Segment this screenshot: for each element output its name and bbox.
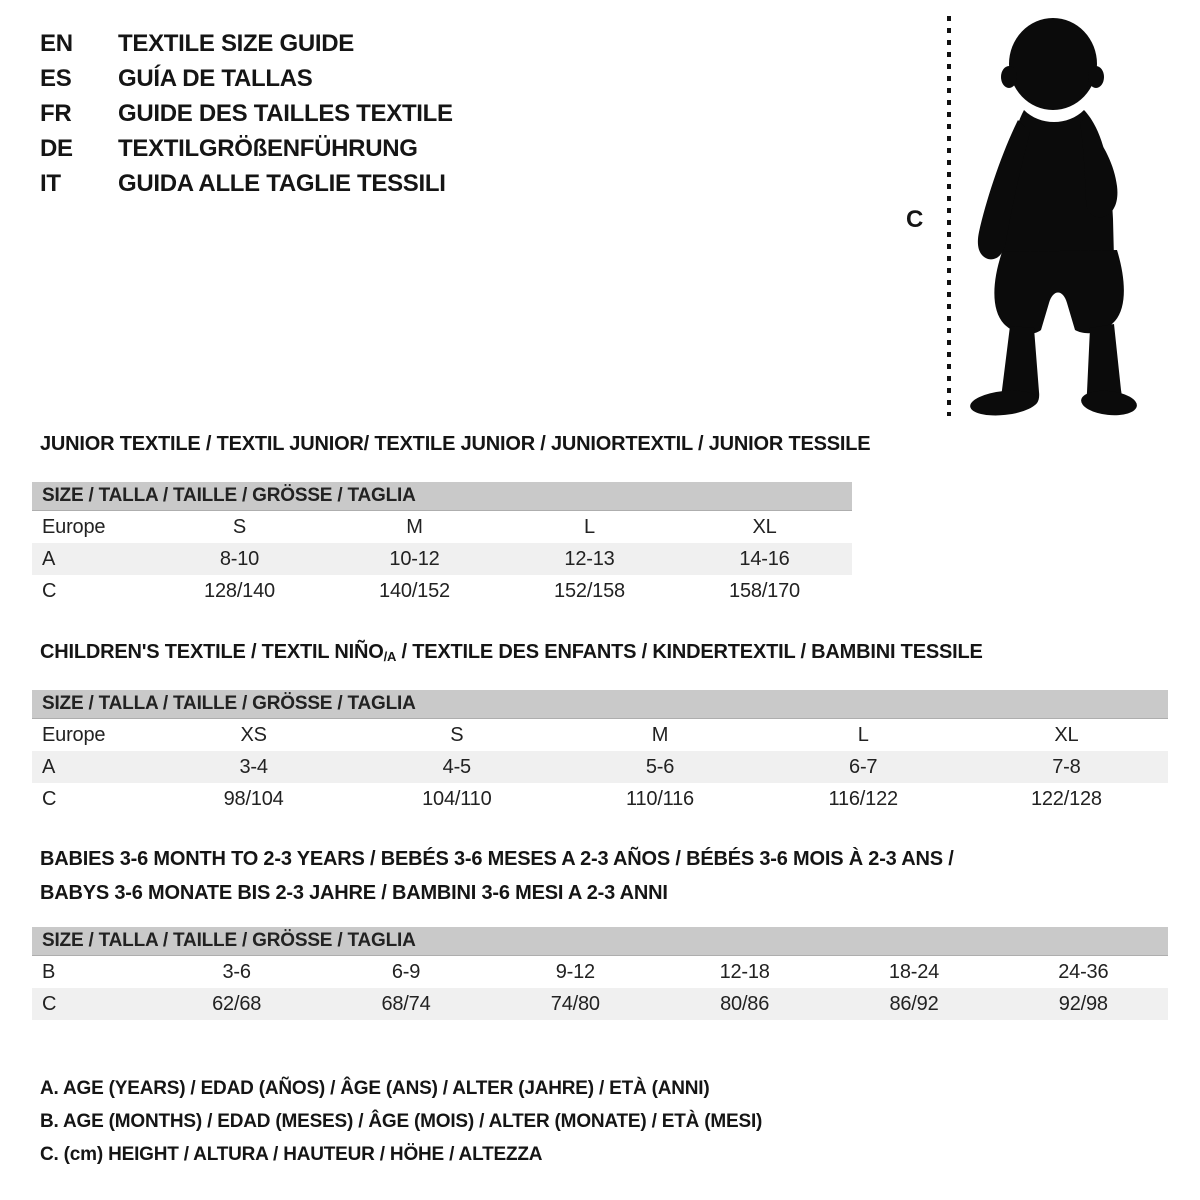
table-cell: 140/152 xyxy=(379,580,450,602)
table-cell: 92/98 xyxy=(1058,993,1108,1015)
table-cell: 104/110 xyxy=(422,788,492,810)
table-row-europe xyxy=(32,719,1168,751)
table-cell: 152/158 xyxy=(554,580,625,602)
row-label: C xyxy=(42,788,57,810)
table-cell: 10-12 xyxy=(389,548,440,570)
table-cell: 5-6 xyxy=(645,756,675,778)
language-title: GUIDE DES TAILLES TEXTILE xyxy=(118,100,453,127)
table-cell: S xyxy=(450,724,464,746)
title-subscript: /A xyxy=(383,649,397,664)
title-line: BABIES 3-6 MONTH TO 2-3 YEARS / BEBÉS 3-6 MESES A 2-3 AÑOS / BÉBÉS 3-6 MOIS À 2-3 ANS / xyxy=(40,848,954,870)
table-cell: 18-24 xyxy=(888,961,940,983)
table-row-height xyxy=(32,988,1168,1020)
table-cell: 6-9 xyxy=(391,961,421,983)
table-cell: L xyxy=(857,724,869,746)
height-measure-label: C xyxy=(906,206,924,233)
language-code: IT xyxy=(40,170,61,197)
table-cell: 110/116 xyxy=(626,788,694,810)
table-cell: M xyxy=(651,724,669,746)
table-cell: 122/128 xyxy=(1030,788,1102,810)
table-cell: 12-18 xyxy=(719,961,770,983)
junior-size-table xyxy=(32,482,852,607)
table-cell: 158/170 xyxy=(729,580,800,602)
language-code: ES xyxy=(40,65,72,92)
table-cell: S xyxy=(232,516,247,538)
size-header-bar: SIZE / TALLA / TAILLE / GRÖSSE / TAGLIA xyxy=(32,482,852,511)
title-line: BABYS 3-6 MONATE BIS 2-3 JAHRE / BAMBINI 3-6 MESI A 2-3 ANNI xyxy=(40,882,668,904)
children-size-table xyxy=(32,690,1168,815)
table-row-height xyxy=(32,575,852,607)
title-text: / TEXTILE DES ENFANTS / KINDERTEXTIL / BAMBINI TESSILE xyxy=(396,641,983,663)
table-cell: 98/104 xyxy=(223,788,284,810)
language-title: GUIDA ALLE TAGLIE TESSILI xyxy=(118,170,446,197)
language-row xyxy=(40,61,453,96)
table-cell: 3-4 xyxy=(239,756,268,778)
language-row xyxy=(40,26,453,61)
table-row-age xyxy=(32,751,1168,783)
language-title: GUÍA DE TALLAS xyxy=(118,65,313,92)
table-cell: 8-10 xyxy=(219,548,260,570)
row-label: C xyxy=(42,580,57,602)
language-code: FR xyxy=(40,100,72,127)
section-title-children xyxy=(40,641,983,664)
section-title-junior: JUNIOR TEXTILE / TEXTIL JUNIOR/ TEXTILE JUNIOR / JUNIORTEXTIL / JUNIOR TESSILE xyxy=(40,433,871,455)
babies-size-table xyxy=(32,927,1168,1020)
language-title: TEXTILE SIZE GUIDE xyxy=(118,30,354,57)
table-cell: XL xyxy=(752,516,777,538)
language-title: TEXTILGRÖßENFÜHRUNG xyxy=(118,135,418,162)
table-cell: M xyxy=(406,516,423,538)
row-label: B xyxy=(42,961,56,983)
table-row-height xyxy=(32,783,1168,815)
table-row-age xyxy=(32,543,852,575)
measurement-legend xyxy=(40,1072,762,1171)
size-header-bar: SIZE / TALLA / TAILLE / GRÖSSE / TAGLIA xyxy=(32,690,1168,719)
language-row xyxy=(40,166,453,201)
section-title-babies xyxy=(40,842,954,910)
legend-line-a: A. AGE (YEARS) / EDAD (AÑOS) / ÂGE (ANS) / ALTER (JAHRE) / ETÀ (ANNI) xyxy=(40,1078,710,1099)
table-cell: 128/140 xyxy=(204,580,275,602)
table-row-age-months xyxy=(32,956,1168,988)
legend-line-c: C. (cm) HEIGHT / ALTURA / HAUTEUR / HÖHE / ALTEZZA xyxy=(40,1144,543,1165)
table-cell: 116/122 xyxy=(828,788,898,810)
language-code: EN xyxy=(40,30,73,57)
toddler-silhouette-icon xyxy=(962,14,1137,418)
table-cell: 9-12 xyxy=(555,961,595,983)
table-cell: 24-36 xyxy=(1058,961,1109,983)
table-cell: 7-8 xyxy=(1052,756,1081,778)
table-cell: XS xyxy=(240,724,267,746)
table-cell: 12-13 xyxy=(564,548,615,570)
table-cell: 6-7 xyxy=(849,756,878,778)
language-row xyxy=(40,96,453,131)
row-label: C xyxy=(42,993,57,1015)
language-row xyxy=(40,131,453,166)
row-label: A xyxy=(42,756,56,778)
row-label: Europe xyxy=(42,516,106,538)
row-label: Europe xyxy=(42,724,106,746)
table-row-europe xyxy=(32,511,852,543)
language-code: DE xyxy=(40,135,73,162)
table-cell: XL xyxy=(1054,724,1079,746)
table-cell: 14-16 xyxy=(739,548,790,570)
height-measure-line xyxy=(947,16,951,416)
size-header-bar: SIZE / TALLA / TAILLE / GRÖSSE / TAGLIA xyxy=(32,927,1168,956)
legend-line-b: B. AGE (MONTHS) / EDAD (MESES) / ÂGE (MOIS) / ALTER (MONATE) / ETÀ (MESI) xyxy=(40,1111,763,1132)
table-cell: 68/74 xyxy=(381,993,431,1015)
table-cell: 3-6 xyxy=(222,961,251,983)
table-cell: 4-5 xyxy=(442,756,471,778)
table-cell: 62/68 xyxy=(212,993,262,1015)
table-cell: 80/86 xyxy=(720,993,770,1015)
table-cell: L xyxy=(584,516,595,538)
table-cell: 86/92 xyxy=(889,993,939,1015)
language-list xyxy=(40,26,453,201)
row-label: A xyxy=(42,548,56,570)
table-cell: 74/80 xyxy=(550,993,600,1015)
title-text: CHILDREN'S TEXTILE / TEXTIL NIÑO xyxy=(40,641,384,663)
